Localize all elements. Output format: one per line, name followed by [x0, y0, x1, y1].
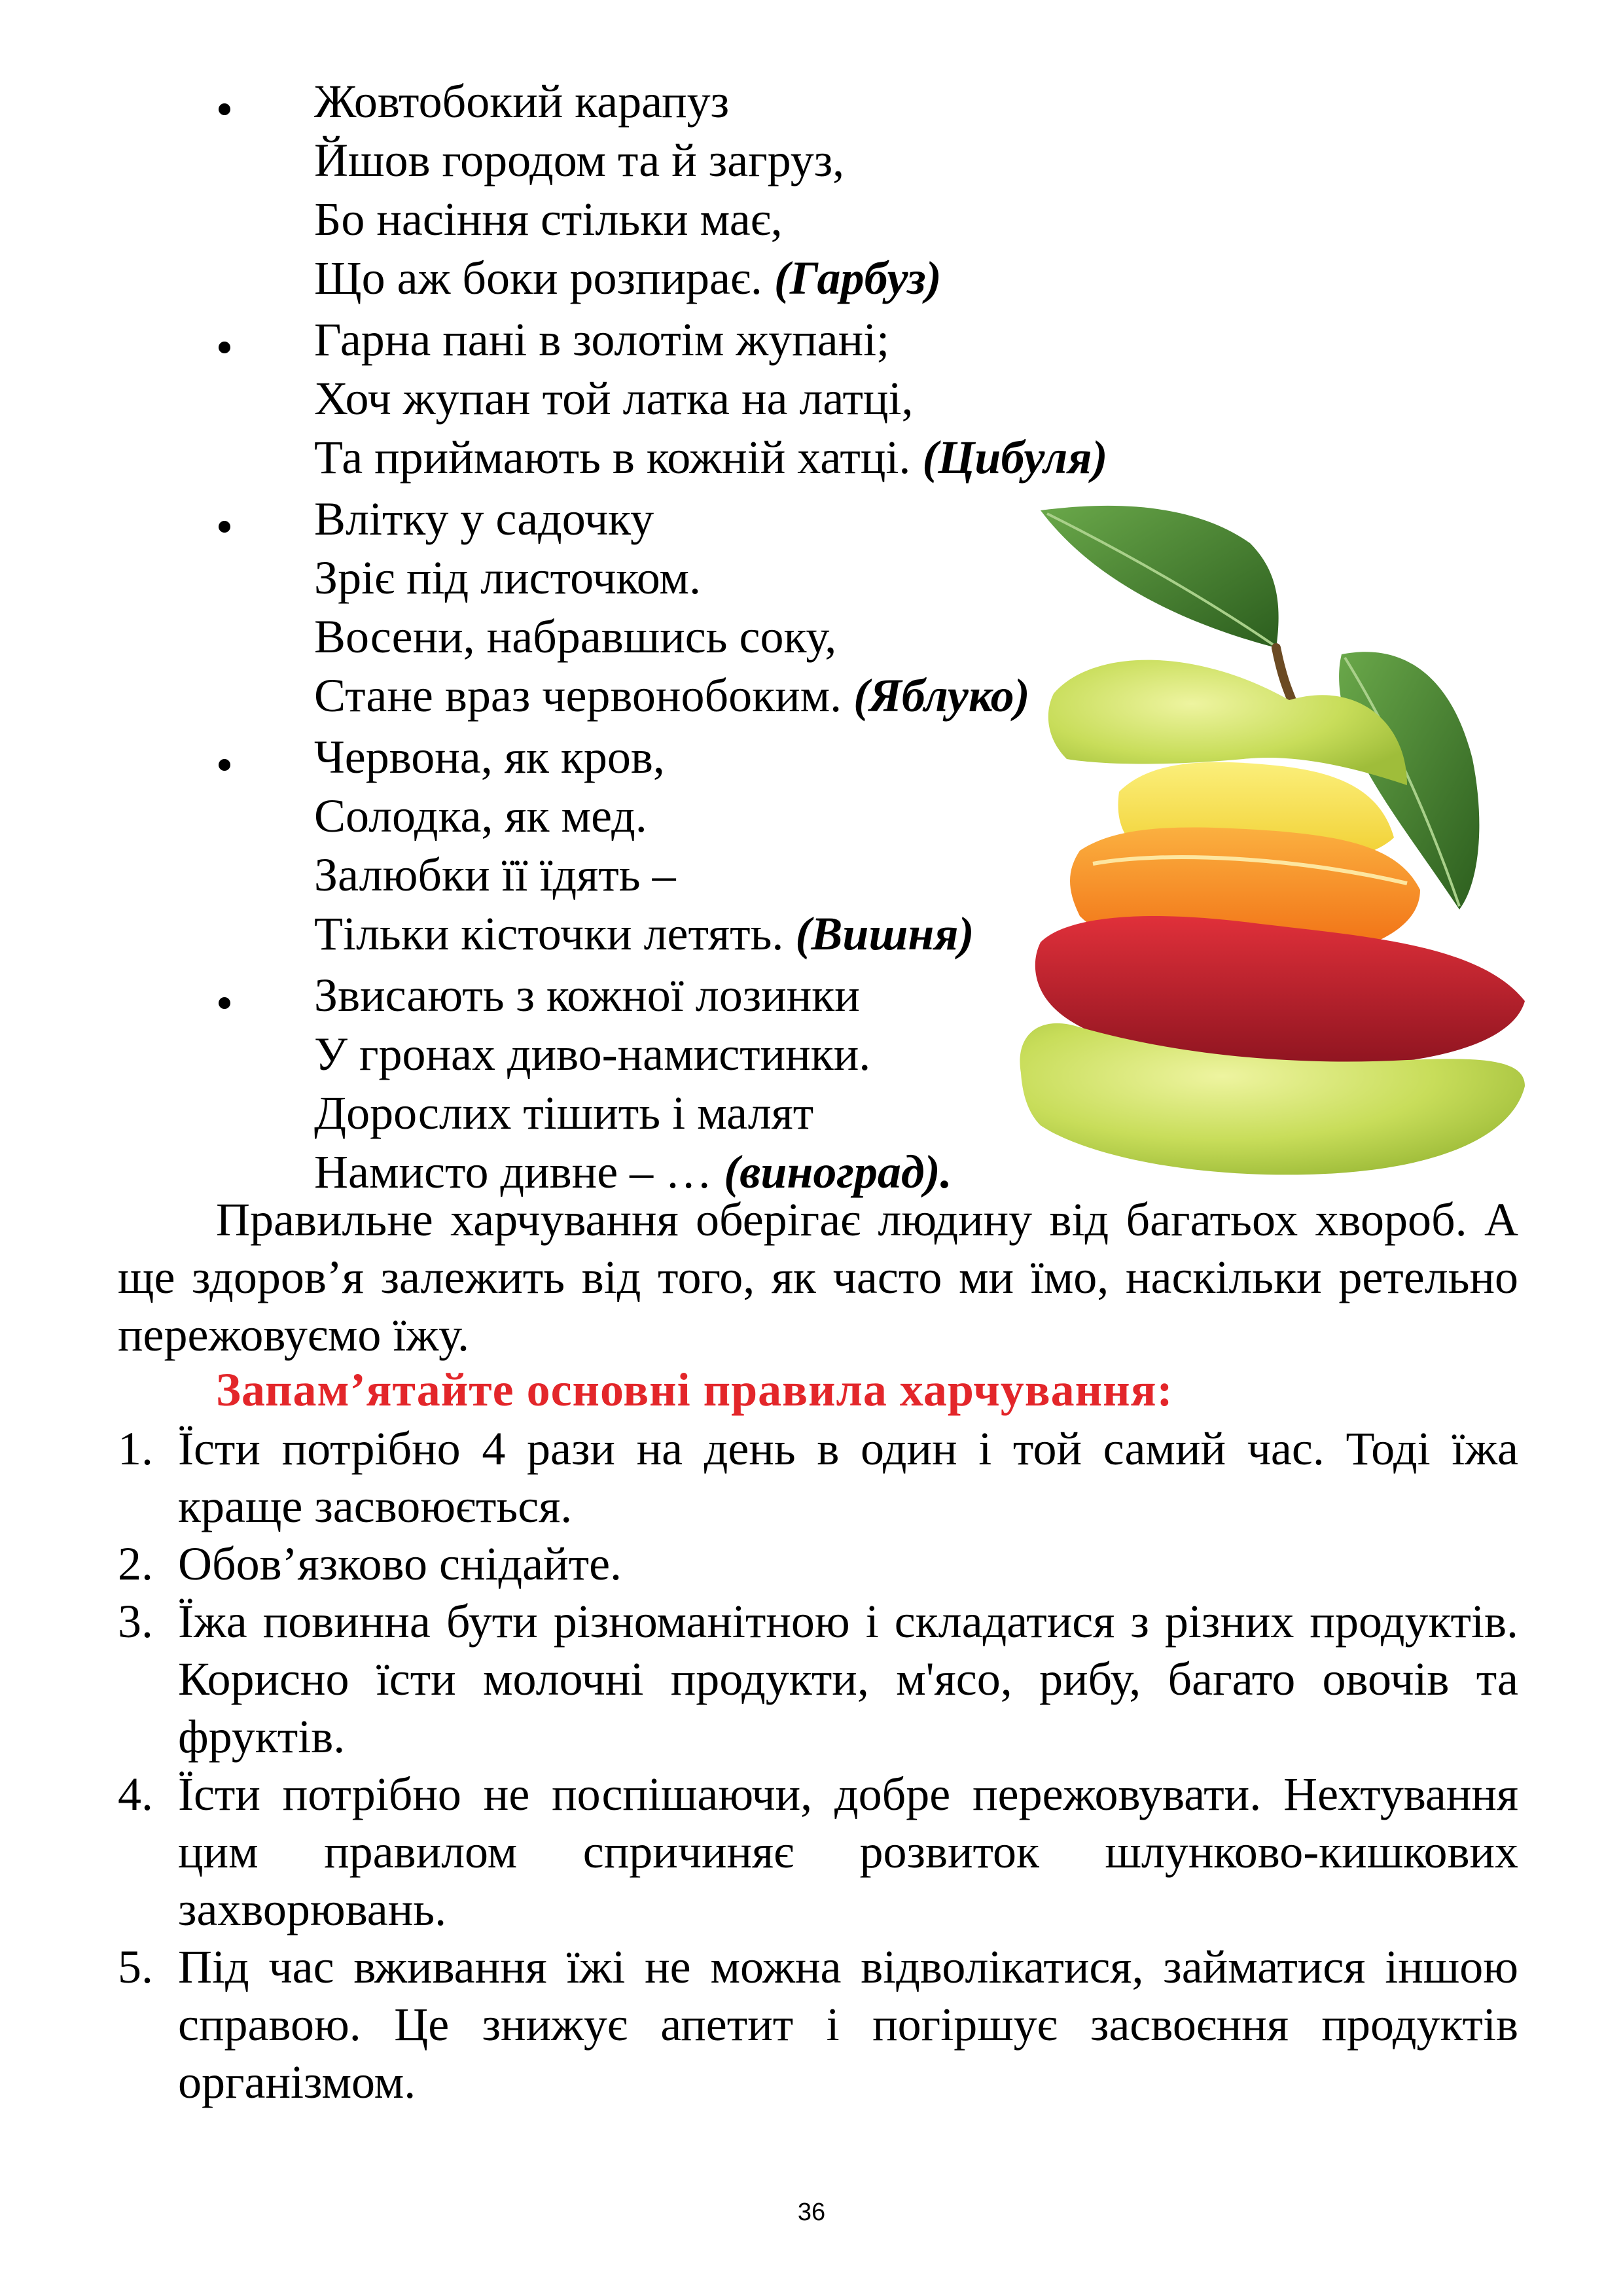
rule-text: Їжа повинна бути різноманітною і складатися з різних продуктів. Корисно їсти молочні продукти, м'ясо, рибу, багато овочів та фруктів. — [178, 1595, 1518, 1763]
rule-item — [118, 1593, 1518, 1765]
rule-text: Під час вживання їжі не можна відволікатися, займатися іншою справою. Це знижує апетит і погіршує засвоєння продуктів організмом. — [178, 1941, 1518, 2108]
riddle-line: Восени, набравшись соку, — [314, 610, 837, 663]
riddle-line: Дорослих тішить і малят — [314, 1087, 814, 1139]
riddle-line: Солодка, як мед. — [314, 790, 647, 842]
riddle-answer: (Гарбуз) — [774, 252, 942, 304]
bullet-icon — [219, 521, 230, 533]
rule-text: Обов’язково снідайте. — [178, 1538, 622, 1590]
riddle-line: Червона, як кров, — [314, 731, 665, 783]
rule-text: Їсти потрібно 4 рази на день в один і той самий час. Тоді їжа краще засвоюється. — [178, 1422, 1518, 1532]
rules-heading: Запам’ятайте основні правила харчування: — [216, 1364, 1173, 1416]
riddle-line-text: Та приймають в кожній хатці. — [314, 431, 911, 484]
rule-item — [118, 1938, 1518, 2111]
intro-paragraph: Правильне харчування оберігає людину від багатьох хвороб. А ще здоров’я залежить від того, як часто ми їмо, наскільки ретельно пережовуємо їжу. — [118, 1193, 1518, 1361]
riddle-line: Звисають з кожної лозинки — [314, 969, 860, 1021]
rule-number: 1. — [118, 1422, 153, 1475]
riddle-line: Зріє під листочком. — [314, 552, 701, 604]
rule-number: 4. — [118, 1768, 153, 1820]
riddle-answer: (Цибуля) — [922, 431, 1108, 484]
rule-item — [118, 1535, 1518, 1593]
riddle-item — [196, 72, 1178, 308]
page-number: 36 — [797, 2199, 826, 2226]
riddle-line-text: Тільки кісточки летять. — [314, 908, 784, 960]
riddle-line — [314, 249, 1178, 308]
riddle-line: Хоч жупан той латка на латці, — [314, 372, 914, 425]
riddle-answer: (виноград). — [724, 1146, 952, 1198]
sliced-fruit-illustration — [1001, 484, 1590, 1191]
riddle-line — [314, 428, 1178, 487]
rule-item — [118, 1420, 1518, 1535]
riddle-line: Бо насіння стільки має, — [314, 193, 783, 245]
rules-list — [118, 1420, 1518, 2111]
rule-number: 3. — [118, 1595, 153, 1648]
rule-item — [118, 1765, 1518, 1938]
riddle-line: Жовтобокий карапуз — [314, 75, 730, 128]
bullet-icon — [219, 759, 230, 771]
bullet-icon — [219, 997, 230, 1009]
rule-number: 5. — [118, 1941, 153, 1993]
bullet-icon — [219, 103, 230, 115]
riddle-answer: (Яблуко) — [853, 669, 1030, 722]
riddle-line-text: Що аж боки розпирає. — [314, 252, 762, 304]
rule-text: Їсти потрібно не поспішаючи, добре пережовувати. Нехтування цим правилом спричиняє розвиток шлунково-кишкових захворювань. — [178, 1768, 1518, 1935]
rule-number: 2. — [118, 1538, 153, 1590]
bullet-icon — [219, 342, 230, 353]
riddle-item — [196, 310, 1178, 487]
riddle-line: Йшов городом та й загруз, — [314, 134, 845, 186]
riddle-line: У гронах диво-намистинки. — [314, 1028, 871, 1080]
riddle-line: Влітку у садочку — [314, 493, 654, 545]
riddle-line-text: Стане враз червонобоким. — [314, 669, 842, 722]
riddle-line-text: Намисто дивне – … — [314, 1146, 713, 1198]
riddle-line: Залюбки її їдять – — [314, 849, 676, 901]
riddle-answer: (Вишня) — [795, 908, 974, 960]
riddle-line: Гарна пані в золотім жупані; — [314, 313, 890, 366]
